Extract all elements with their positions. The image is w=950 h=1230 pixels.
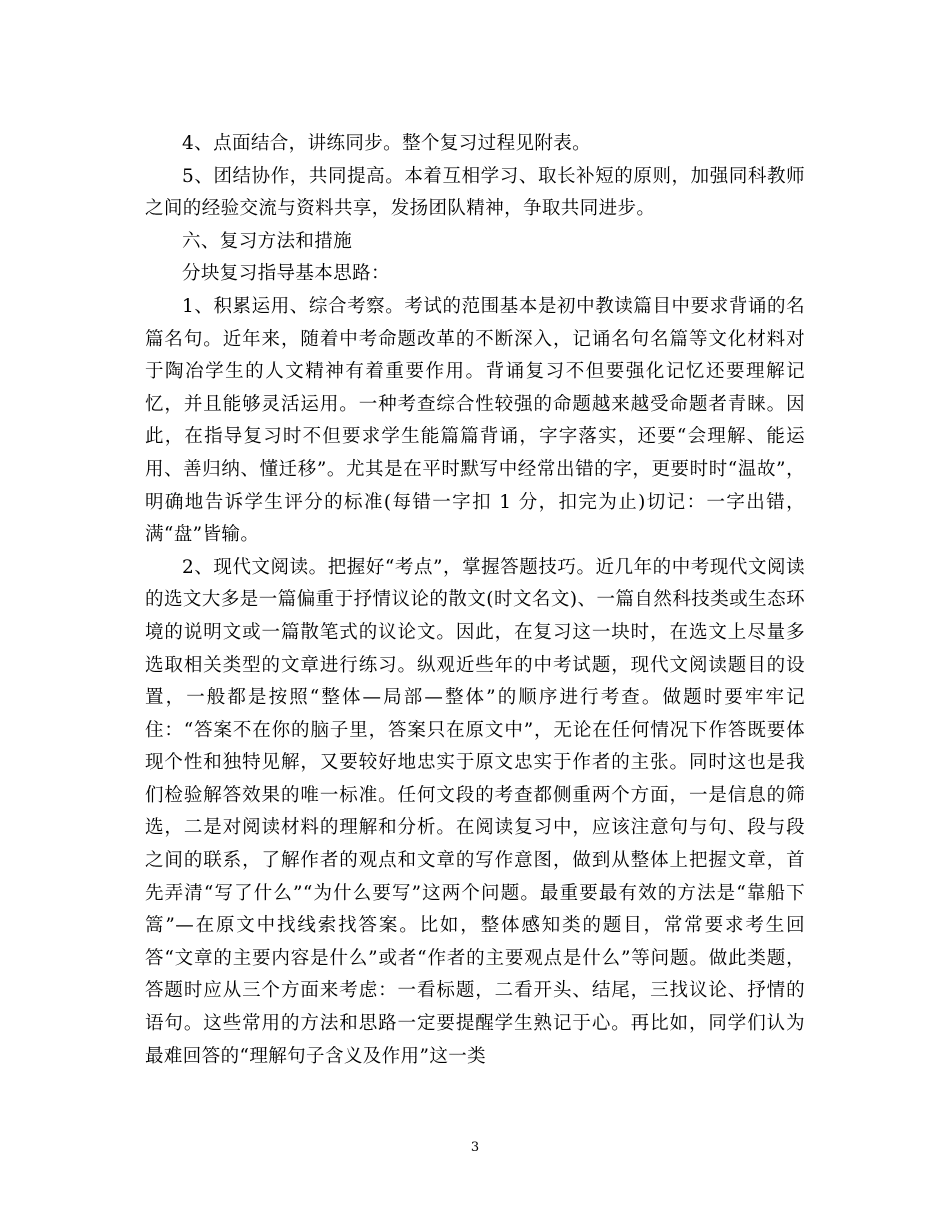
section-heading-methods: 六、复习方法和措施 [182, 230, 353, 252]
subheading-review-approach: 分块复习指导基本思路： [182, 263, 390, 285]
page-number: 3 [470, 1140, 480, 1155]
paragraph-item-5: 5、团结协作，共同提高。本着互相学习、取长补短的原则，加强同科教师之间的经验交流与资料共享，发扬团队精神，争取共同进步。 [145, 165, 805, 220]
paragraph-accumulation: 1、积累运用、综合考察。考试的范围基本是初中教读篇目中要求背诵的名篇名句。近年来，随着中考命题改革的不断深入，记诵名句名篇等文化材料对于陶冶学生的人文精神有着重要作用。背诵复习不但要强化记忆还要理解记忆，并且能够灵活运用。一种考查综合性较强的命题越来越受命题者青睐。因此，在指导复习时不但要求学生能篇篇背诵，字字落实，还要“会理解、能运用、善归纳、懂迁移”。尤其是在平时默写中经常出错的字，更要时时“温故”，明确地告诉学生评分的标准(每错一字扣 1 分，扣完为止)切记：一字出错，满“盘”皆输。 [145, 295, 805, 546]
paragraph-item-4: 4、点面结合，讲练同步。整个复习过程见附表。 [182, 133, 592, 154]
document-body [145, 128, 805, 1073]
paragraph-modern-reading: 2、现代文阅读。把握好“考点”，掌握答题技巧。近几年的中考现代文阅读的选文大多是一篇偏重于抒情议论的散文(时文名文)、一篇自然科技类或生态环境的说明文或一篇散笔式的议论文。因此，在复习这一块时，在选文上尽量多选取相关类型的文章进行练习。纵观近些年的中考试题，现代文阅读题目的设置，一般都是按照“整体—局部—整体”的顺序进行考查。做题时要牢牢记住：“答案不在你的脑子里，答案只在原文中”，无论在任何情况下作答既要体现个性和独特见解，又要较好地忠实于原文忠实于作者的主张。同时这也是我们检验解答效果的唯一标准。任何文段的考查都侧重两个方面，一是信息的筛选，二是对阅读材料的理解和分析。在阅读复习中，应该注意句与句、段与段之间的联系，了解作者的观点和文章的写作意图，做到从整体上把握文章，首先弄清“写了什么”“为什么要写”这两个问题。最重要最有效的方法是“靠船下篙”—在原文中找线索找答案。比如，整体感知类的题目，常常要求考生回答“文章的主要内容是什么”或者“作者的主要观点是什么”等问题。做此类题，答题时应从三个方面来考虑：一看标题，二看开头、结尾，三找议论、抒情的语句。这些常用的方法和思路一定要提醒学生熟记于心。再比如，同学们认为最难回答的“理解句子含义及作用”这一类 [145, 556, 805, 1067]
